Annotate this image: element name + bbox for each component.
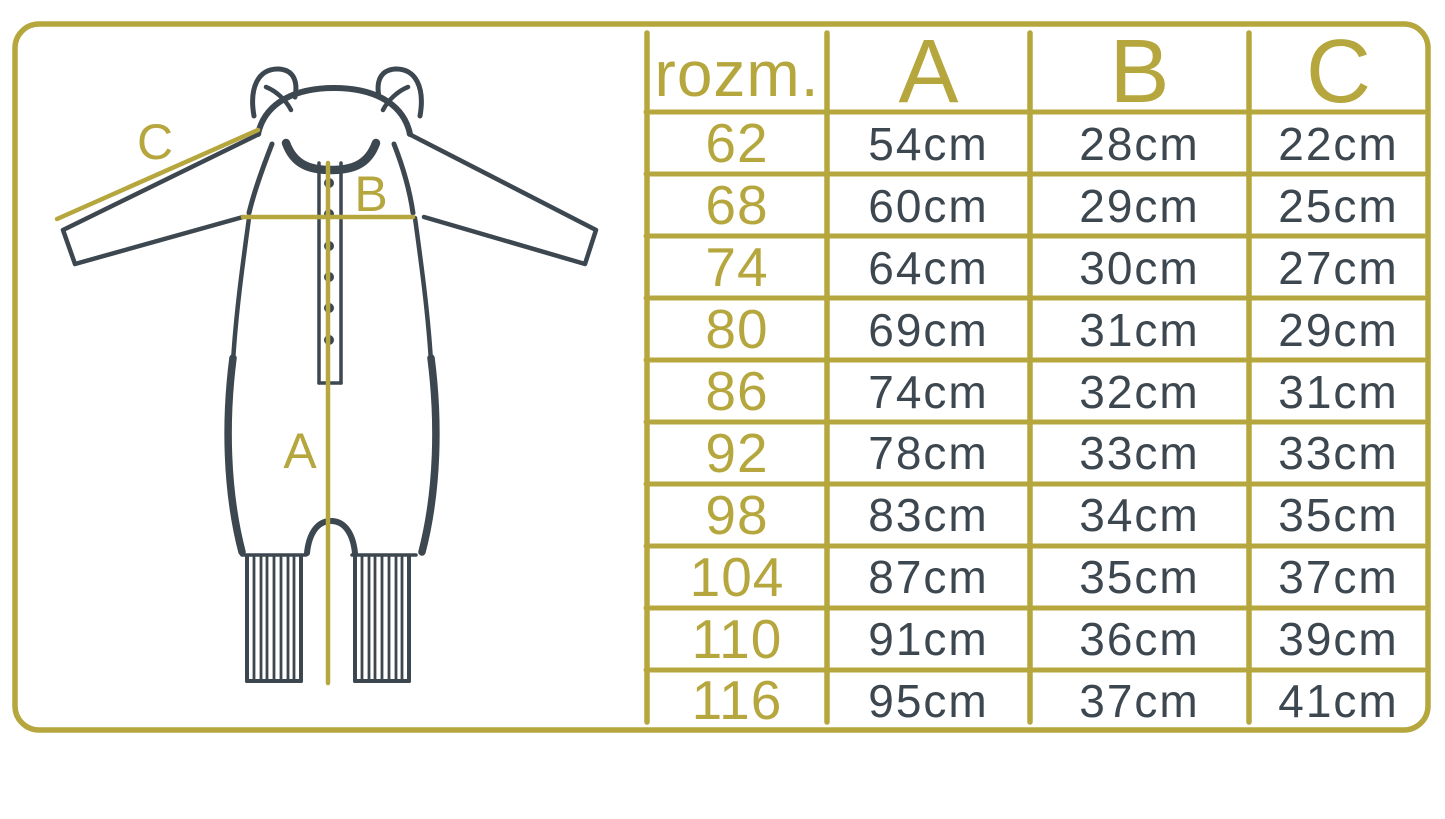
- measurement-c: 37cm: [1278, 551, 1399, 604]
- measurement-c: 31cm: [1278, 365, 1399, 418]
- measurement-a: 91cm: [868, 613, 989, 666]
- measurement-c: 27cm: [1278, 241, 1399, 294]
- col-header-size: rozm.: [654, 38, 820, 110]
- ribbed-cuff-right: [355, 557, 409, 681]
- size-value: 74: [705, 236, 769, 299]
- measurement-c: 25cm: [1278, 179, 1399, 232]
- measure-label-c: C: [136, 114, 174, 170]
- measurement-b: 29cm: [1079, 179, 1200, 232]
- measurement-a: 95cm: [868, 674, 989, 727]
- measurement-b: 31cm: [1079, 303, 1200, 356]
- measure-label-a: A: [283, 423, 317, 479]
- measure-label-b: B: [354, 166, 388, 222]
- size-value: 80: [705, 298, 769, 361]
- measurement-a: 74cm: [868, 365, 989, 418]
- measurement-c: 39cm: [1278, 613, 1399, 666]
- col-header-b: B: [1109, 22, 1170, 122]
- measurement-b: 37cm: [1079, 674, 1200, 727]
- measurement-b: 28cm: [1079, 117, 1200, 170]
- measurement-a: 87cm: [868, 551, 989, 604]
- measurement-a: 64cm: [868, 241, 989, 294]
- size-value: 116: [691, 669, 783, 732]
- measurement-c: 41cm: [1278, 674, 1399, 727]
- measurement-b: 35cm: [1079, 551, 1200, 604]
- size-chart-table: [647, 24, 1428, 731]
- size-value: 110: [691, 607, 783, 670]
- size-value: 92: [705, 421, 769, 484]
- measurement-c: 33cm: [1278, 427, 1399, 480]
- measurement-b: 34cm: [1079, 489, 1200, 542]
- measurement-a: 78cm: [868, 427, 989, 480]
- size-value: 62: [705, 112, 769, 175]
- size-value: 98: [705, 483, 769, 546]
- measurement-a: 60cm: [868, 179, 989, 232]
- measurement-b: 30cm: [1079, 241, 1200, 294]
- ribbed-cuff-left: [247, 557, 301, 681]
- measurement-b: 32cm: [1079, 365, 1200, 418]
- col-header-c: C: [1306, 22, 1371, 122]
- measurement-c: 22cm: [1278, 117, 1399, 170]
- size-value: 86: [705, 360, 769, 422]
- measurement-a: 69cm: [868, 303, 989, 356]
- measurement-a: 54cm: [868, 117, 989, 170]
- col-header-a: A: [898, 22, 959, 122]
- size-value: 68: [705, 174, 769, 237]
- measurement-b: 33cm: [1079, 427, 1200, 480]
- measurement-b: 36cm: [1079, 613, 1200, 666]
- size-value: 104: [689, 545, 785, 608]
- measurement-c: 29cm: [1278, 303, 1399, 356]
- measurement-c: 35cm: [1278, 489, 1399, 542]
- measurement-a: 83cm: [868, 489, 989, 542]
